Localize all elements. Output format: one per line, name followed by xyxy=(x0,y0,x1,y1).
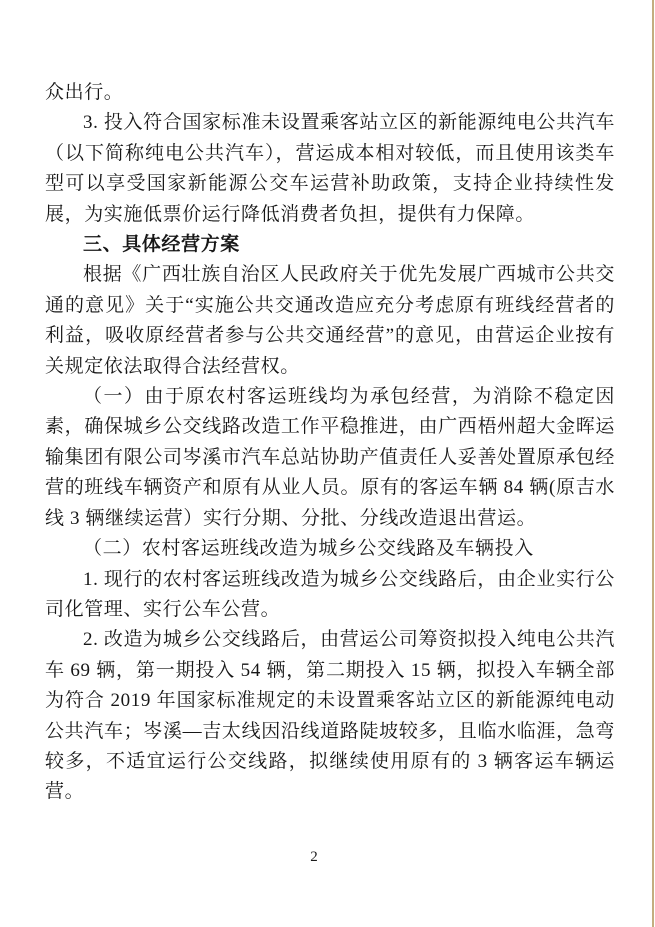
page-edge-line xyxy=(652,0,654,927)
page-body xyxy=(45,78,615,808)
paragraph-item-3: 3. 投入符合国家标准未设置乘客站立区的新能源纯电公共汽车（以下简称纯电公共汽车），营运成本相对较低，而且使用该类车型可以享受国家新能源公交车运营补助政策，支持企业持续性发展，为实施低票价运行降低消费者负担，提供有力保障。 xyxy=(45,112,615,225)
paragraph-sub-1: （一）由于原农村客运班线均为承包经营，为消除不稳定因素，确保城乡公交线路改造工作平稳推进，由广西梧州超大金晖运输集团有限公司岑溪市汽车总站协助产值责任人妥善处置原承包经营的班线车辆资产和原有从业人员。原有的客运车辆 84 辆(原吉水线 3 辆继续运营）实行分期、分批、分线改造退出营运。 xyxy=(45,386,615,529)
page-number: 2 xyxy=(310,849,318,865)
paragraph-sub-2-item-1: 1. 现行的农村客运班线改造为城乡公交线路后，由企业实行公司化管理、实行公车公营。 xyxy=(45,568,615,620)
paragraph-continued: 众出行。 xyxy=(45,82,124,103)
section-heading: 三、具体经营方案 xyxy=(83,234,240,256)
paragraph-basis: 根据《广西壮族自治区人民政府关于优先发展广西城市公共交通的意见》关于“实施公共交通改造应充分考虑原有班线经营者的利益，吸收原经营者参与公共交通经营”的意见，由营运企业按有关规定依法取得合法经营权。 xyxy=(45,264,615,377)
paragraph-sub-2-item-2: 2. 改造为城乡公交线路后，由营运公司筹资拟投入纯电公共汽车 69 辆，第一期投入 54 辆，第二期投入 15 辆，拟投入车辆全部为符合 2019 年国家标准规定的未设置乘客站立区的新能源纯电动公共汽车；岑溪—吉太线因沿线道路陡坡较多，且临水临涯，急弯较多，不适宜运行公交线路，拟继续使用原有的 3 辆客运车辆运营。 xyxy=(45,629,615,803)
paragraph-sub-2-title: （二）农村客运班线改造为城乡公交线路及车辆投入 xyxy=(83,538,534,560)
